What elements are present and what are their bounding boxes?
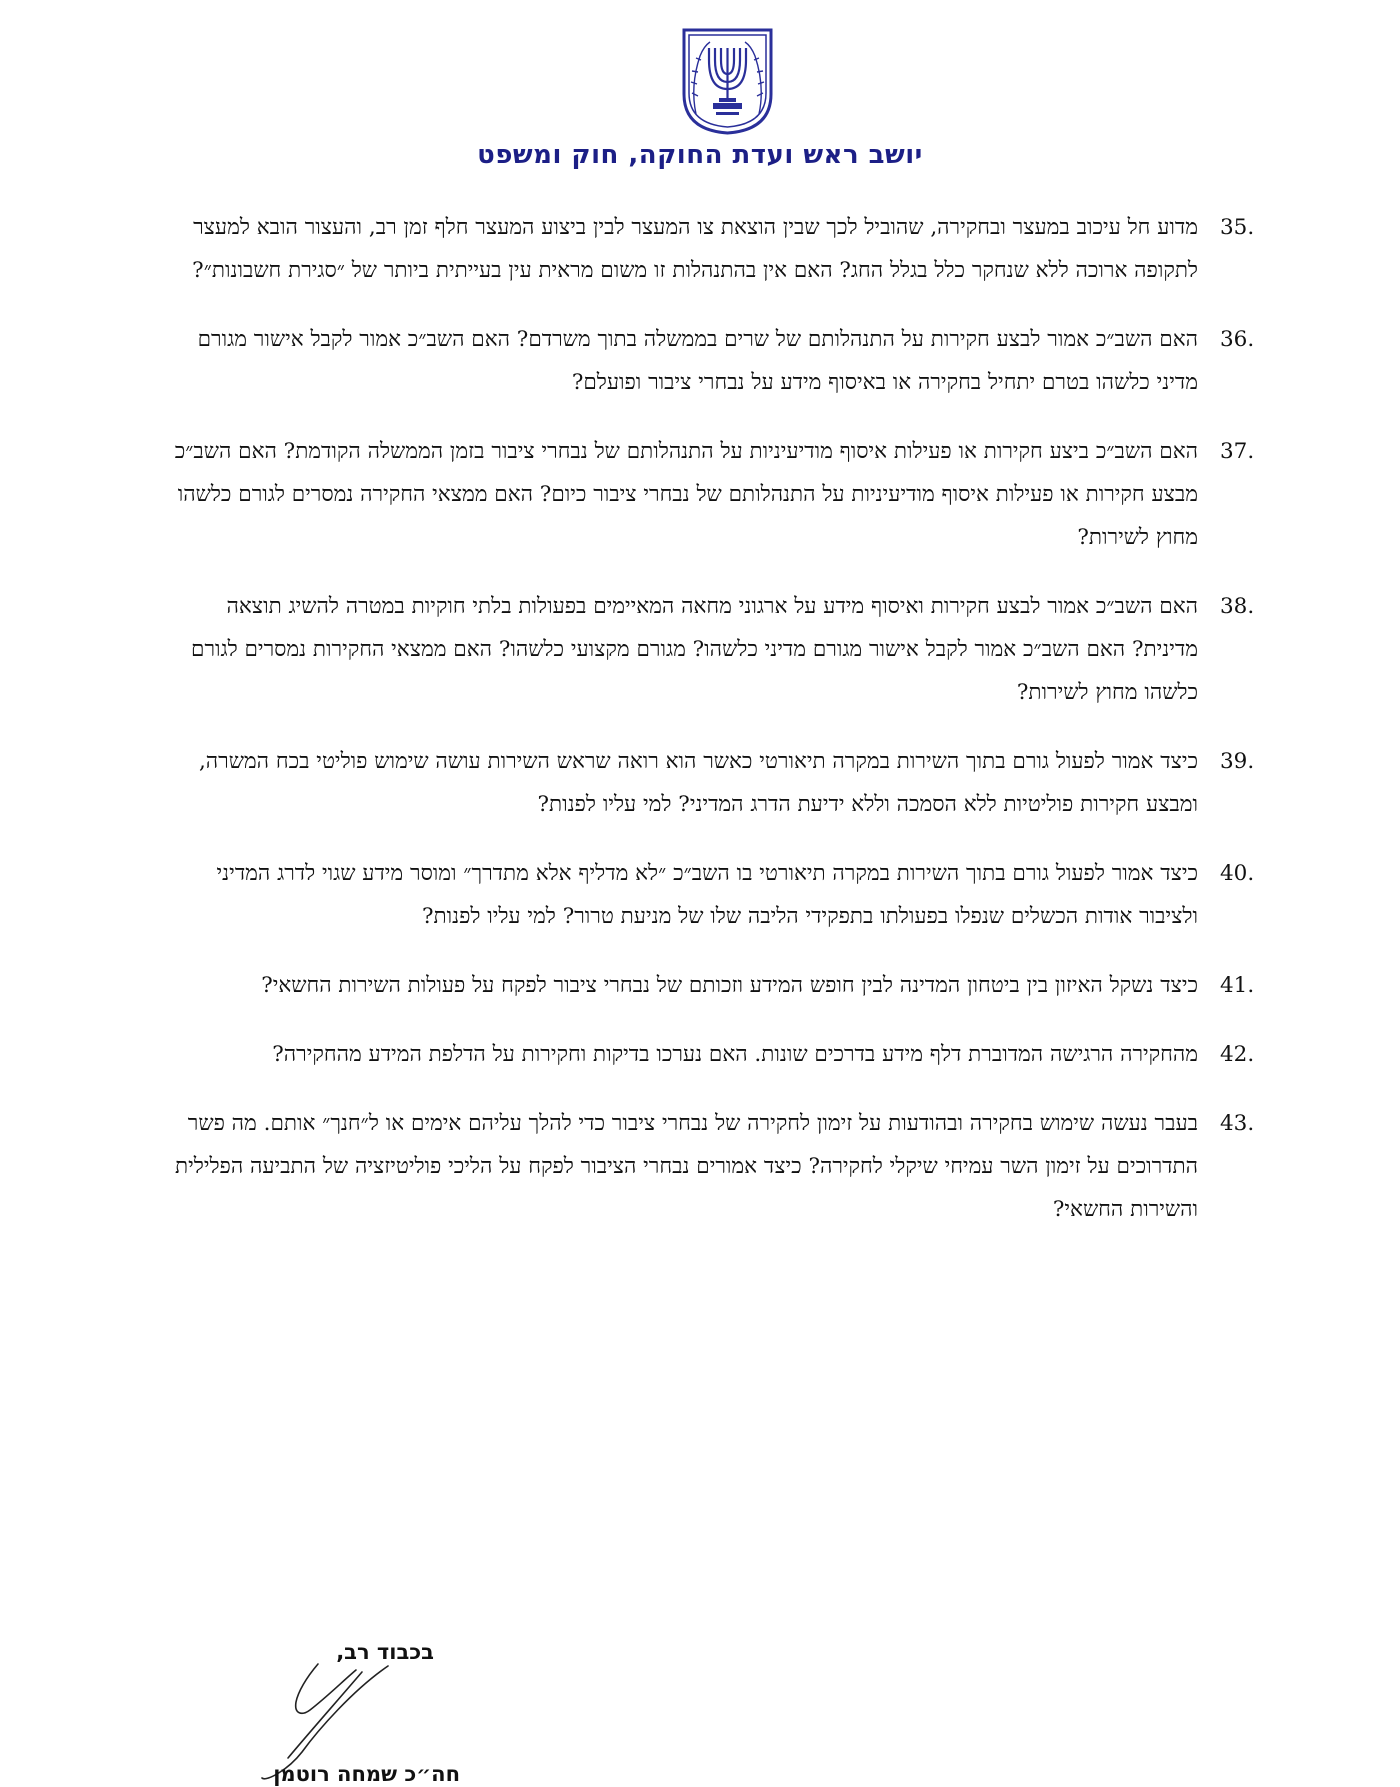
- question-number: 41.: [1220, 973, 1255, 998]
- question-number: 36.: [1220, 327, 1255, 352]
- question-number: 42.: [1220, 1042, 1255, 1067]
- question-number: 37.: [1220, 439, 1255, 464]
- question-text: מדוע חל עיכוב במעצר ובחקירה, שהוביל לכך שבין הוצאת צו המעצר לבין ביצוע המעצר חלף זמן רב, והעצור הובא למעצר לתקופה ארוכה ללא שנחקר כלל בגלל החג? האם אין בהתנהלות זו משום מראית עין בעייתית ביותר של ״סגירת חשבונות״?: [192, 215, 1198, 283]
- question-number: 39.: [1220, 749, 1255, 774]
- question-text: מהחקירה הרגישה המדוברת דלף מידע בדרכים שונות. האם נערכו בדיקות וחקירות על הדלפת המידע מהחקירה?: [272, 1042, 1198, 1067]
- question-number: 35.: [1220, 215, 1255, 240]
- question-item: [158, 585, 1270, 714]
- question-item: [158, 852, 1270, 938]
- question-number: 43.: [1220, 1111, 1255, 1136]
- question-number: 40.: [1220, 861, 1255, 886]
- question-text: כיצד אמור לפעול גורם בתוך השירות במקרה תיאורטי בו השב״כ ״לא מדליף אלא מתדרך״ ומוסר מידע שגוי לדרג המדיני ולציבור אודות הכשלים שנפלו בפעולתו בתפקידי הליבה שלו של מניעת טרור? למי עליו לפנות?: [216, 861, 1198, 929]
- question-text: האם השב״כ אמור לבצע חקירות ואיסוף מידע על ארגוני מחאה המאיימים בפעולות בלתי חוקיות במטרה להשיג תוצאה מדינית? האם השב״כ אמור לקבל אישור מגורם מדיני כלשהו? מגורם מקצועי כלשהו? האם ממצאי החקירות נמסרים לגורם כלשהו מחוץ לשירות?: [191, 594, 1198, 705]
- question-text: בעבר נעשה שימוש בחקירה ובהודעות על זימון לחקירה של נבחרי ציבור כדי להלך עליהם אימים או ל״חנך״ אותם. מה פשר התדרוכים על זימון השר עמיחי שיקלי לחקירה? כיצד אמורים נבחרי הציבור לפקח על הליכי פוליטיזציה של התביעה הפלילית והשירות החשאי?: [175, 1111, 1198, 1222]
- page-title: יושב ראש ועדת החוקה, חוק ומשפט: [477, 140, 923, 170]
- question-item: [158, 318, 1270, 404]
- question-item: [158, 964, 1270, 1007]
- question-item: [158, 430, 1270, 559]
- question-item: [158, 1033, 1270, 1076]
- question-item: [158, 740, 1270, 826]
- question-text: האם השב״כ אמור לבצע חקירות על התנהלותם של שרים בממשלה בתוך משרדם? האם השב״כ אמור לקבל אישור מגורם מדיני כלשהו בטרם יתחיל בחקירה או באיסוף מידע על נבחרי ציבור ופועלם?: [197, 327, 1198, 395]
- question-number: 38.: [1220, 594, 1255, 619]
- question-item: [158, 1102, 1270, 1231]
- state-emblem: [680, 26, 775, 136]
- question-text: האם השב״כ ביצע חקירות או פעילות איסוף מודיעיניות על התנהלותם של נבחרי ציבור בזמן הממשלה הקודמת? האם השב״כ מבצע חקירות או פעילות איסוף מודיעיניות על התנהלותם של נבחרי ציבור כיום? האם ממצאי החקירה נמסרים לגורם כלשהו מחוץ לשירות?: [174, 439, 1198, 550]
- question-list: [158, 206, 1270, 1257]
- question-item: [158, 206, 1270, 292]
- question-text: כיצד נשקל האיזון בין ביטחון המדינה לבין חופש המידע וזכותם של נבחרי ציבור לפקח על פעולות השירות החשאי?: [261, 973, 1198, 998]
- closing-salutation: בכבוד רב,: [336, 1640, 434, 1664]
- signer-name: חה״כ שמחה רוטמן: [273, 1762, 460, 1786]
- question-text: כיצד אמור לפעול גורם בתוך השירות במקרה תיאורטי כאשר הוא רואה שראש השירות עושה שימוש פוליטי בכח המשרה, ומבצע חקירות פוליטיות ללא הסמכה וללא ידיעת הדרג המדיני? למי עליו לפנות?: [198, 749, 1198, 817]
